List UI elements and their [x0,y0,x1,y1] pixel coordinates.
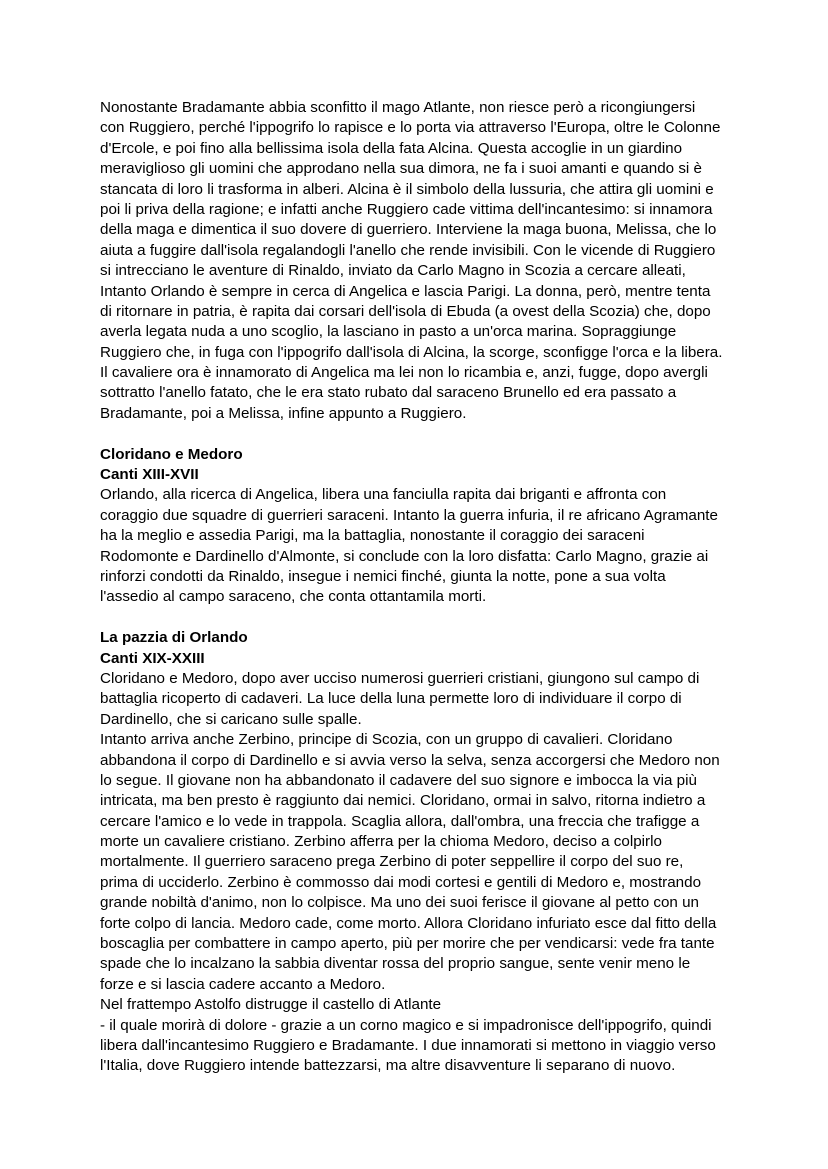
text-line: morte un cavaliere cristiano. Zerbino afferra per la chioma Medoro, deciso a colpirlo [100,833,662,851]
text-line: Rodomonte e Dardinello d'Almonte, si conclude con la loro disfatta: Carlo Magno, grazie ai [100,547,709,565]
text-line: Ruggiero che, in fuga con l'ippogrifo dall'isola di Alcina, la scorge, sconfigge l'orca e la libera. [100,343,723,361]
text-line: Orlando, alla ricerca di Angelica, libera una fanciulla rapita dai briganti e affronta con [100,486,667,504]
text-line: Nonostante Bradamante abbia sconfitto il mago Atlante, non riesce però a ricongiungersi [100,99,696,116]
text-line: si intrecciano le aventure di Rinaldo, inviato da Carlo Magno in Scozia a cercare alleati, [100,262,686,280]
text-line: mortalmente. Il guerriero saraceno prega Zerbino di poter seppellire il corpo del suo re, [100,853,684,871]
text-line: libera dall'incantesimo Ruggiero e Bradamante. I due innamorati si mettono in viaggio verso [100,1036,716,1054]
text-line: stancata di loro li trasforma in alberi. Alcina è il simbolo della lussuria, che attira gli uomini e [100,180,714,198]
section-subheading: Canti XIII-XVII [100,466,199,484]
document-page [100,98,740,1077]
section-0 [100,98,740,424]
text-line: cercare l'amico e lo vede in trappola. Scaglia allora, dall'ombra, una freccia che trafigge a [100,812,700,830]
text-line: sottratto l'anello fatato, che le era stato rubato dal saraceno Brunello ed era passato a [100,384,677,402]
text-line: l'assedio al campo saraceno, che conta ottantamila morti. [100,588,487,606]
text-line: meraviglioso gli uomini che approdano nella sua dimora, ne fa i suoi amanti e quando si è [100,160,702,178]
text-line: coraggio due squadre di guerrieri saraceni. Intanto la guerra infuria, il re africano Agramante [100,506,718,524]
text-line: Intanto Orlando è sempre in cerca di Angelica e lascia Parigi. La donna, però, mentre tenta [100,282,711,300]
text-line: Intanto arriva anche Zerbino, principe di Scozia, con un gruppo di cavalieri. Cloridano [100,731,673,749]
text-line: boscaglia per combattere in campo aperto, più per morire che per vendicarsi: vede fra tante [100,935,715,953]
text-line: Dardinello, che si caricano sulle spalle. [100,710,362,728]
section-spacer [100,424,740,444]
text-line: ha la meglio e assedia Parigi, ma la battaglia, nonostante il coraggio dei saraceni [100,527,645,545]
text-line: della maga e dimentica il suo dovere di guerriero. Interviene la maga buona, Melissa, che lo [100,221,717,239]
section-heading: Cloridano e Medoro [100,445,243,463]
text-line: Cloridano e Medoro, dopo aver ucciso numerosi guerrieri cristiani, giungono sul campo di [100,669,700,687]
text-line: lo segue. Il giovane non ha abbandonato il cadavere del suo signore e imbocca la via più [100,771,697,789]
text-line: prima di ucciderlo. Zerbino è commosso dai modi cortesi e gentili di Medoro e, mostrando [100,873,702,891]
text-line: spade che lo incalzano la sabbia diventar rossa del proprio sangue, sente venir meno le [100,955,691,973]
paragraph [100,669,740,1077]
text-line: forze e si lascia cadere accanto a Medoro. [100,975,386,993]
text-line: abbandona il corpo di Dardinello e si avvia verso la selva, senza accorgersi che Medoro non [100,751,720,769]
text-line: l'Italia, dove Ruggiero intende battezzarsi, ma altre disavventure li separano di nuovo. [100,1057,676,1075]
text-line: forte colpo di lancia. Medoro cade, come morto. Allora Cloridano infuriato esce dal fitto della [100,914,717,932]
text-line: poi li priva della ragione; e infatti anche Ruggiero cade vittima dell'incantesimo: si innamora [100,200,713,218]
text-line: intricata, ma ben presto è raggiunto dai nemici. Cloridano, ormai in salvo, ritorna indietro a [100,792,706,810]
text-line: averla legata nuda a uno scoglio, la lasciano in pasto a un'orca marina. Sopraggiunge [100,323,677,341]
text-line: Bradamante, poi a Melissa, infine appunto a Ruggiero. [100,404,467,422]
text-line: rinforzi condotti da Rinaldo, insegue i nemici finché, giunta la notte, pone a sua volta [100,567,666,585]
text-line: d'Ercole, e poi fino alla bellissima isola della fata Alcina. Questa accoglie in un giardino [100,139,683,157]
paragraph [100,485,740,607]
section-heading: La pazzia di Orlando [100,629,248,647]
text-line: grande nobiltà d'animo, non lo colpisce. Ma uno dei suoi ferisce il giovane al petto con un [100,894,699,912]
text-line: Il cavaliere ora è innamorato di Angelica ma lei non lo ricambia e, anzi, fugge, dopo avergli [100,364,708,382]
section-subheading: Canti XIX-XXIII [100,649,205,667]
section-1 [100,445,740,608]
text-line: - il quale morirà di dolore - grazie a un corno magico e si impadronisce dell'ippogrifo, quindi [100,1016,712,1034]
text-line: di ritornare in patria, è rapita dai corsari dell'isola di Ebuda (a ovest della Scozia) che, dopo [100,302,711,320]
paragraph [100,98,740,424]
section-2 [100,628,740,1077]
section-spacer [100,608,740,628]
text-line: Nel frattempo Astolfo distrugge il castello di Atlante [100,996,442,1014]
text-line: con Ruggiero, perché l'ippogrifo lo rapisce e lo porta via attraverso l'Europa, oltre le Colonne [100,119,721,137]
text-line: aiuta a fuggire dall'isola regalandogli l'anello che rende invisibili. Con le vicende di Ruggiero [100,241,716,259]
text-line: battaglia ricoperto di cadaveri. La luce della luna permette loro di individuare il corpo di [100,690,682,708]
